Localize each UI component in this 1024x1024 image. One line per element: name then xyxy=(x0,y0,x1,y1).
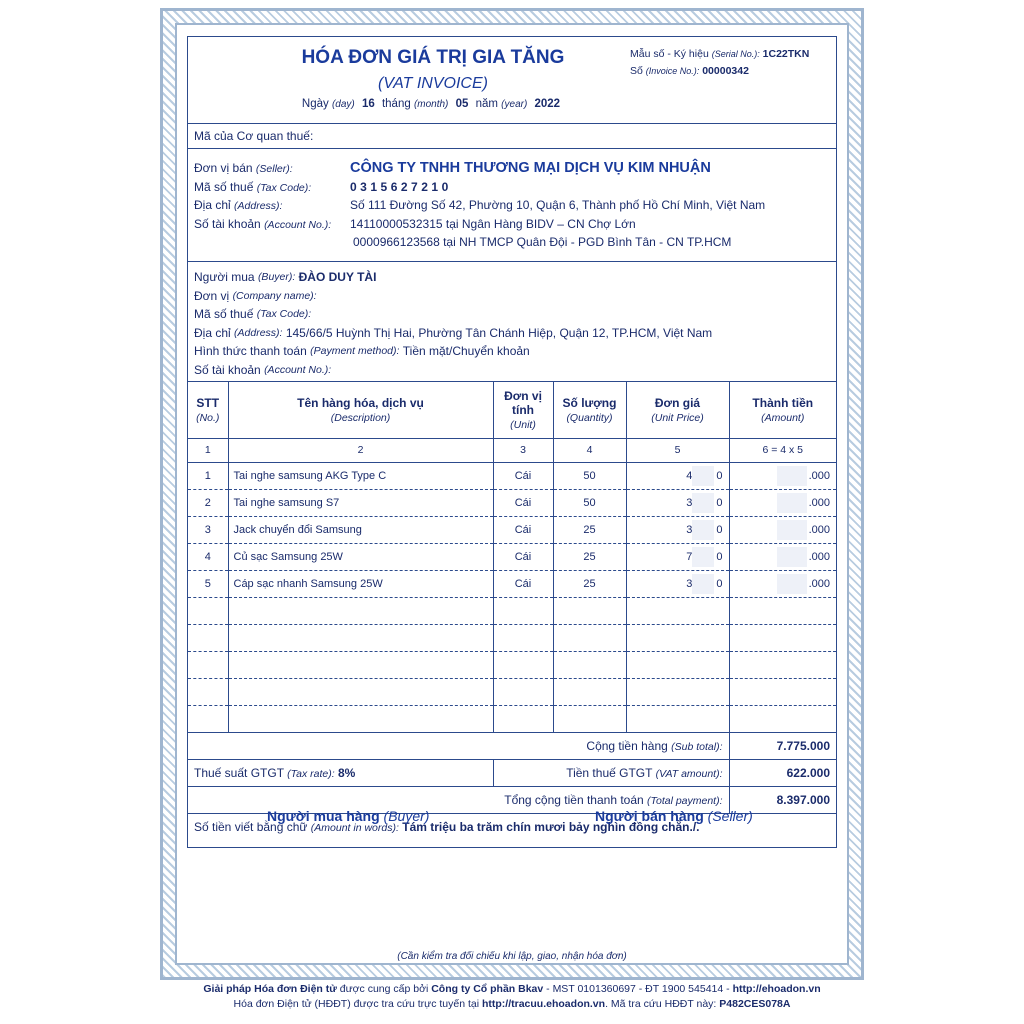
items-table xyxy=(188,382,836,733)
total-value: 8.397.000 xyxy=(729,787,836,814)
empty-row xyxy=(188,705,836,732)
invoice-subtitle: (VAT INVOICE) xyxy=(378,75,488,92)
table-row: 3 Jack chuyển đổi Samsung Cái 25 3 0 .000 xyxy=(188,516,836,543)
table-row: 5 Cáp sạc nhanh Samsung 25W Cái 25 3 0 .000 xyxy=(188,570,836,597)
amount-in-words: Số tiền viết bằng chữ (Amount in words): Tám triệu ba trăm chín mươi bảy nghìn đồng chẵn./. xyxy=(194,820,700,834)
seller-account-2: 0000966123568 tại NH TMCP Quân Đội - PGD Bình Tân - CN TP.HCM xyxy=(353,235,732,250)
invoice-number: 00000342 xyxy=(702,65,749,77)
empty-row xyxy=(188,678,836,705)
totals-table xyxy=(188,733,836,815)
ehoadon-link[interactable]: http://ehoadon.vn xyxy=(732,983,821,995)
invoice-date: Ngày (day) 16 tháng (month) 05 năm (year) 2022 xyxy=(301,98,561,110)
payment-method: Tiền mặt/Chuyển khoản xyxy=(402,344,530,359)
invoice-header xyxy=(188,37,836,124)
footer-line-2: Hóa đơn Điện tử (HĐĐT) được tra cứu trực tuyến tại http://tracuu.ehoadon.vn. Mã tra cứu HĐĐT này: P482CES078A xyxy=(233,998,791,1010)
table-row: 4 Củ sạc Samsung 25W Cái 25 7 0 .000 xyxy=(188,543,836,570)
buyer-address: 145/66/5 Huỳnh Thị Hai, Phường Tân Chánh Hiệp, Quận 12, TP.HCM, Việt Nam xyxy=(285,325,713,340)
total-row: Tổng cộng tiền thanh toán (Total payment): 8.397.000 xyxy=(188,787,836,814)
buyer-signature-label: Người mua hàng (Buyer) xyxy=(267,808,430,824)
subtotal-value: 7.775.000 xyxy=(729,733,836,760)
footer-line-1: Giải pháp Hóa đơn Điện tử được cung cấp bởi Công ty Cổ phần Bkav - MST 0101360697 - ĐT 1900 545414 - http://ehoadon.vn xyxy=(203,983,821,995)
vat-row: Thuế suất GTGT (Tax rate): 8% Tiền thuế GTGT (VAT amount): 622.000 xyxy=(188,760,836,787)
serial-value: 1C22TKN xyxy=(762,48,810,60)
vat-value: 622.000 xyxy=(729,760,836,787)
column-number-row: 1 2 3 4 5 6 = 4 x 5 xyxy=(188,438,836,462)
seller-section: Đơn vị bán (Seller): CÔNG TY TNHH THƯƠNG MẠI DỊCH VỤ KIM NHUẬN Mã số thuế (Tax Code): 0315627210 Địa chỉ (Address): Số 111 Đường Số 42, Phường 10, Quận 6, Thành phố Hồ Chí Minh, Việt Nam Số tài khoản (Account No.): 14110000532315 tại Ngân Hàng BIDV – CN Chợ Lớn 0000966123568 tại NH TMCP Quân Đội - PGD Bình Tân - CN TP.HCM xyxy=(188,149,836,262)
table-header-row: STT (No.) Tên hàng hóa, dịch vụ (Description) Đơn vị tính (Unit) Số lượng (Quantity) Đơn giá (Unit Price) Thành tiền (Amount) xyxy=(188,382,836,438)
verification-note: (Cần kiểm tra đối chiếu khi lập, giao, nhận hóa đơn) xyxy=(397,951,627,962)
invoice-title: HÓA ĐƠN GIÁ TRỊ GIA TĂNG xyxy=(301,47,565,68)
buyer-name: ĐÀO DUY TÀI xyxy=(298,270,377,285)
seller-account-1: 14110000532315 tại Ngân Hàng BIDV – CN Chợ Lớn xyxy=(350,216,636,231)
seller-tax-code: 0315627210 xyxy=(350,179,452,194)
seller-address: Số 111 Đường Số 42, Phường 10, Quận 6, Thành phố Hồ Chí Minh, Việt Nam xyxy=(350,198,766,213)
table-row: 2 Tai nghe samsung S7 Cái 50 3 0 .000 xyxy=(188,489,836,516)
seller-signature-label: Người bán hàng (Seller) xyxy=(595,808,753,824)
invoice xyxy=(187,36,837,848)
empty-row xyxy=(188,624,836,651)
tax-rate: 8% xyxy=(337,766,356,780)
tracuu-link[interactable]: http://tracuu.ehoadon.vn xyxy=(481,998,606,1010)
lookup-code: P482CES078A xyxy=(719,998,791,1010)
buyer-section: Người mua (Buyer): ĐÀO DUY TÀI Đơn vị (Company name): Mã số thuế (Tax Code): Địa chỉ (Address): 145/66/5 Huỳnh Thị Hai, Phường Tân Chánh Hiệp, Quận 12, TP.HCM, Việt Nam Hình thức thanh toán (Payment method): Tiền mặt/Chuyển khoản Số tài khoản (Account No.): xyxy=(188,262,836,382)
seller-name: CÔNG TY TNHH THƯƠNG MẠI DỊCH VỤ KIM NHUẬN xyxy=(350,160,711,177)
empty-row xyxy=(188,597,836,624)
subtotal-row: Cộng tiền hàng (Sub total): 7.775.000 xyxy=(188,733,836,760)
tax-office-code: Mã của Cơ quan thuế: xyxy=(188,124,836,149)
empty-row xyxy=(188,651,836,678)
serial-block: Mẫu số - Ký hiệu (Serial No.): 1C22TKN Số (Invoice No.): 00000342 xyxy=(630,48,810,77)
table-row: 1 Tai nghe samsung AKG Type C Cái 50 4 0 .000 xyxy=(188,462,836,489)
